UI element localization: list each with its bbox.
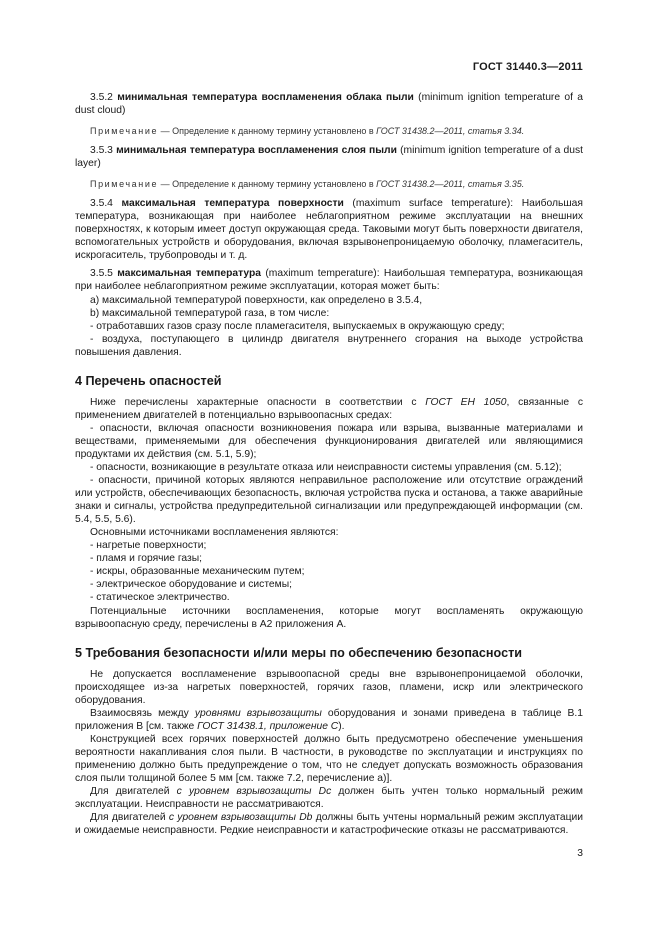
ignition-source-item: - нагретые поверхности; bbox=[90, 540, 207, 552]
document-id-header: ГОСТ 31440.3—2011 bbox=[472, 61, 583, 73]
standard-reference: ГОСТ ЕН 1050 bbox=[425, 396, 507, 408]
ignition-source-item: - статическое электричество. bbox=[90, 592, 230, 604]
note-3-5-3 bbox=[75, 178, 583, 190]
text: Взаимосвязь между bbox=[90, 707, 195, 719]
clause-number: 3.5.3 bbox=[90, 145, 117, 157]
ignition-source-item: - пламя и горячие газы; bbox=[90, 553, 202, 565]
term: максимальная температура поверхности bbox=[121, 198, 344, 210]
note-label: Примечание bbox=[90, 126, 159, 137]
term-english: (minimum ignition temperature of a dust layer) bbox=[75, 145, 583, 170]
emphasis: с уровнем взрывозащиты Dc bbox=[176, 786, 332, 798]
standard-reference: ГОСТ 31438.1, приложение С bbox=[197, 720, 339, 732]
ignition-source-item: - электрическое оборудование и системы; bbox=[90, 579, 292, 591]
potential-sources-text: Потенциальные источники воспламенения, которые могут воспламенять окружающую взрывоопасную среду, перечислены в А2 приложения А. bbox=[75, 605, 583, 630]
clause-number: 3.5.5 bbox=[90, 268, 118, 280]
clause-text: (maximum temperature): Наибольшая температура, возникающая при наиболее неблагоприятном режиме эксплуатации, которая может быть: bbox=[75, 268, 584, 293]
page-content bbox=[75, 91, 583, 837]
intro-text: , связанные с применением двигателей в потенциально взрывоопасных средах: bbox=[75, 396, 583, 421]
clause-3-5-3 bbox=[75, 144, 583, 170]
clause-number: 3.5.2 bbox=[90, 92, 118, 103]
hazard-item: - опасности, причиной которых являются неправильное расположение или отсутствие ограждений или устройств, обеспечивающих безопасность, включая устройства пуска и останова, а также аварийные знаки и сигналы, устройства предупредительной сигнализации или предупреждающей информации (см. 5.4, 5.5, 5.6). bbox=[75, 475, 583, 526]
note-text: — Определение к данному термину установлено в bbox=[158, 179, 377, 190]
text: Для двигателей bbox=[90, 812, 169, 824]
paragraph: Конструкцией всех горячих поверхностей должно быть предусмотрено обеспечение уменьшения вероятности накапливания слоя пыли. В частности, в руководстве по эксплуатации и инструкциях по применению должно быть предупреждение о том, что не следует допускать возможность образования слоя пыли толщиной более 5 мм [см. также 7.2, перечисление а)]. bbox=[75, 733, 583, 784]
term: минимальная температура воспламенения облака пыли bbox=[117, 92, 414, 103]
clause-3-5-4 bbox=[75, 197, 583, 262]
ignition-sources-intro: Основными источниками воспламенения являются: bbox=[90, 527, 339, 539]
list-item: - воздуха, поступающего в цилиндр двигателя внутреннего сгорания на выходе устройства повышения давления. bbox=[75, 333, 583, 358]
intro-text: Ниже перечислены характерные опасности в соответствии с bbox=[90, 396, 426, 408]
paragraph bbox=[75, 811, 583, 837]
note-reference: ГОСТ 31438.2—2011, статья 3.34. bbox=[376, 126, 525, 137]
paragraph: Не допускается воспламенение взрывоопасной среды вне взрывонепроницаемой оболочки, происходящее из-за нагретых поверхностей, горячих газов, пламени, искр или электрического оборудования. bbox=[75, 668, 583, 706]
list-item: b) максимальной температурой газа, в том числе: bbox=[90, 307, 330, 319]
hazard-item: - опасности, возникающие в результате отказа или неисправности системы управления (см. 5.12); bbox=[90, 461, 562, 473]
text: Для двигателей bbox=[90, 786, 177, 798]
ignition-source-item: - искры, образованные механическим путем; bbox=[90, 566, 305, 578]
paragraph bbox=[75, 707, 583, 733]
text: должны быть учтены нормальный режим эксплуатации и ожидаемые неисправности. Редкие неисправности и катастрофические отказы не рассматриваются. bbox=[75, 812, 584, 837]
emphasis: уровнями взрывозащиты bbox=[194, 707, 322, 719]
clause-text: (maximum surface temperature): Наибольшая температура, возникающая при наиболее неблагоприятном режиме эксплуатации на внешних поверхностях, к которым имеет доступ окружающая среда. Таковыми могут быть поверхности двигателя, вспомогательных устройств и оборудования, включая взрывонепроницаемую оболочку, пламегаситель, искрогаситель, трубопроводы и т. д. bbox=[75, 198, 583, 262]
page-number: 3 bbox=[577, 848, 583, 859]
list-item: а) максимальной температурой поверхности, как определено в 3.5.4, bbox=[90, 294, 423, 306]
term: минимальная температура воспламенения слоя пыли bbox=[116, 145, 397, 157]
note-reference: ГОСТ 31438.2—2011, статья 3.35. bbox=[376, 179, 525, 190]
clause-3-5-5 bbox=[75, 267, 583, 293]
note-text: — Определение к данному термину установлено в bbox=[158, 126, 377, 137]
text: должен быть учтен только нормальный режим эксплуатации. Неисправности не рассматриваются. bbox=[75, 786, 583, 811]
section-4-intro bbox=[75, 396, 583, 422]
text: ). bbox=[338, 720, 345, 732]
emphasis: с уровнем взрывозащиты Db bbox=[168, 812, 313, 824]
section-5-heading: 5 Требования безопасности и/или меры по обеспечению безопасности bbox=[75, 645, 522, 660]
hazard-item: - опасности, включая опасности возникновения пожара или взрыва, вызванные материалами и веществами, применяемыми для обеспечения функционирования двигателей или являющимися продуктами их действия (см. 5.1, 5.9); bbox=[75, 422, 583, 460]
paragraph bbox=[75, 785, 583, 811]
term: максимальная температура bbox=[117, 268, 262, 280]
list-item: - отработавших газов сразу после пламегасителя, выпускаемых в окружающую среду; bbox=[90, 320, 505, 332]
clause-3-5-2 bbox=[75, 91, 583, 117]
term-english: (minimum ignition temperature of a dust cloud) bbox=[75, 92, 583, 117]
note-3-5-2 bbox=[75, 125, 583, 137]
text: оборудования и зонами приведена в таблице В.1 приложения В [см. также bbox=[75, 707, 583, 732]
section-4-heading: 4 Перечень опасностей bbox=[75, 373, 222, 388]
note-label: Примечание bbox=[90, 179, 159, 190]
clause-number: 3.5.4 bbox=[90, 198, 122, 210]
